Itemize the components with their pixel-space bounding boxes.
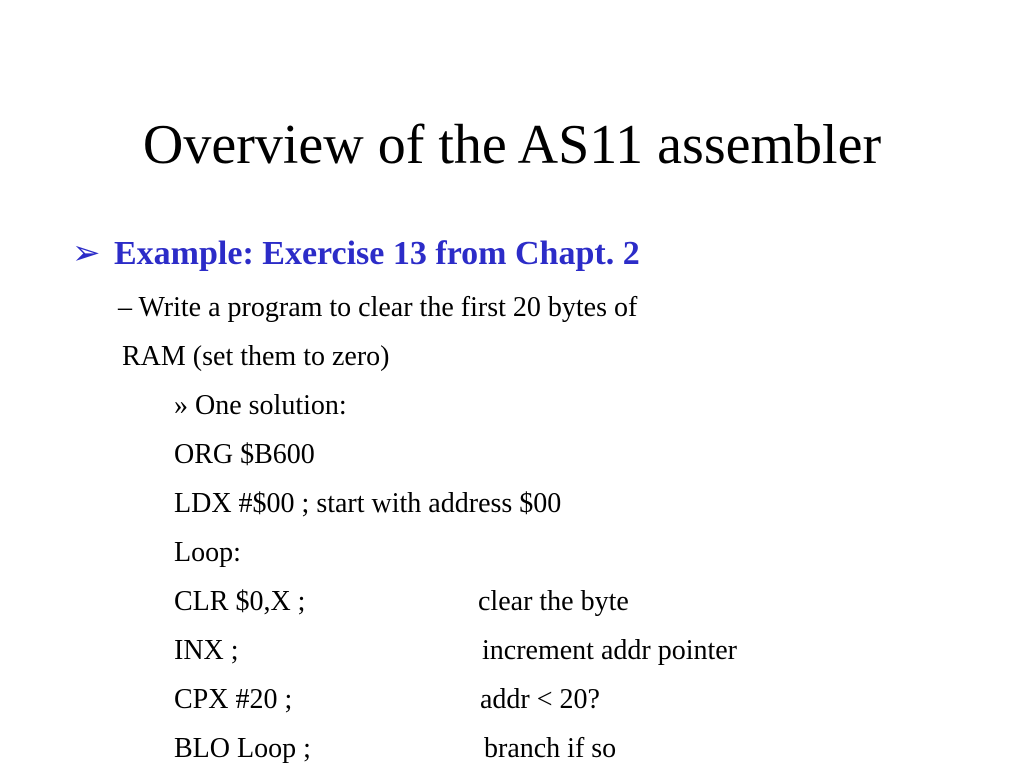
code-line [174,631,814,671]
bullet-heading [72,230,640,278]
code-line [174,533,241,573]
code-comment: branch if so [484,733,617,764]
code-comment: addr < 20? [480,684,600,715]
code-line [174,729,774,768]
code-statement: INX ; [174,635,239,666]
code-line [174,484,561,524]
code-comment: increment addr pointer [482,635,738,666]
code-statement: BLO Loop ; [174,733,311,764]
arrow-bullet-icon: ➢ [72,235,101,272]
code-line [174,582,774,622]
solution-label: » One solution: [174,390,347,421]
code-statement: LDX #$00 ; start with address $00 [174,488,562,519]
bullet-heading-text: Example: Exercise 13 from Chapt. 2 [114,235,640,272]
code-statement: CLR $0,X ; [174,586,306,617]
code-statement: CPX #20 ; [174,684,293,715]
task-line-1: – Write a program to clear the first 20 bytes of [118,292,638,323]
code-statement: Loop: [174,537,241,568]
code-line [174,680,774,720]
code-statement: ORG $B600 [174,439,315,470]
code-comment: clear the byte [478,586,629,617]
task-line-2: RAM (set them to zero) [122,341,390,372]
slide-title: Overview of the AS11 assembler [142,114,882,176]
code-line [174,435,315,475]
